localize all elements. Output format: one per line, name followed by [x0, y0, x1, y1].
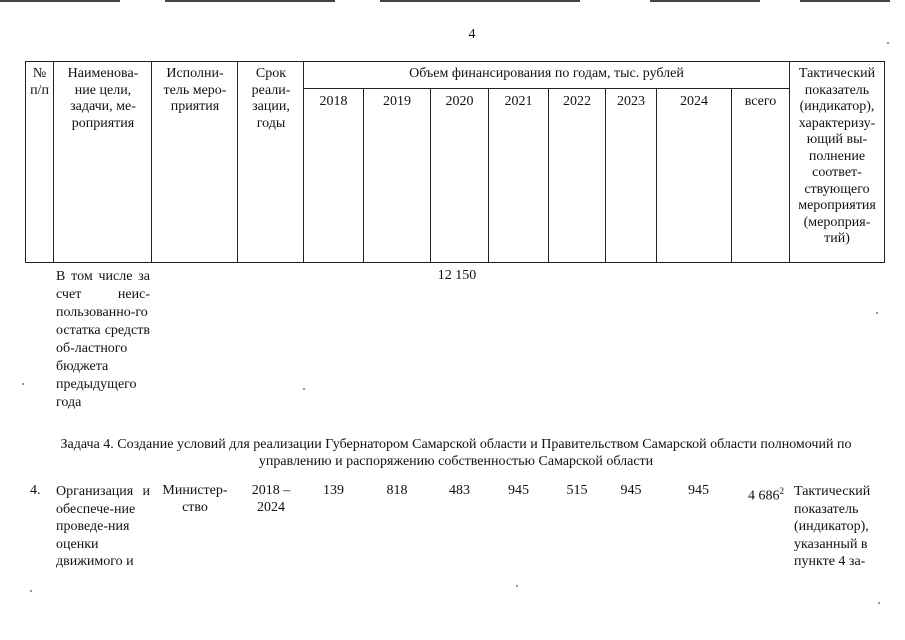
header-year-2018: 2018 — [319, 94, 348, 109]
row4-name: Организация и обеспече-ние проведе-ния оценки движимого и — [56, 484, 150, 569]
header-year-total: всего — [744, 94, 777, 109]
task-heading: Задача 4. Создание условий для реализации Губернатором Самарской области и Правительством Самарской области полномочий по управлению и распоряжению собственностью Самарской области — [60, 437, 852, 469]
header-name: Наименова-ние цели, задачи, ме-роприятия — [67, 66, 139, 131]
including-row-2020-value: 12 150 — [437, 268, 477, 283]
scan-speck — [876, 312, 878, 314]
row4-value-2018: 139 — [323, 483, 344, 498]
header-num: № п/п — [30, 66, 49, 98]
row4-indicator: Тактический показатель (индикатор), указанный в пункте 4 за- — [794, 484, 871, 569]
scan-speck — [30, 590, 32, 592]
header-year-2024: 2024 — [680, 94, 708, 109]
row4-period: 2018 – 2024 — [251, 483, 291, 515]
row4-value-2020: 483 — [449, 483, 470, 498]
scan-edge — [650, 0, 760, 2]
scan-speck — [516, 585, 518, 587]
header-period: Срок реали-зации, годы — [251, 66, 291, 131]
header-year-2019: 2019 — [383, 94, 411, 109]
row4-value-2024: 945 — [688, 483, 709, 498]
header-year-2023: 2023 — [617, 94, 645, 109]
scan-speck — [303, 388, 305, 390]
row4-executor: Министер-ство — [162, 483, 228, 515]
scan-edge — [165, 0, 335, 2]
header-funding: Объем финансирования по годам, тыс. рублей — [409, 66, 684, 81]
header-year-2021: 2021 — [504, 94, 533, 109]
page-number: 4 — [468, 27, 476, 42]
row4-value-2019: 818 — [386, 483, 408, 498]
row4-total: 4 $686^2$ — [748, 486, 784, 504]
header-year-2020: 2020 — [445, 94, 474, 109]
row4-num: 4. — [30, 483, 41, 498]
scan-speck — [878, 602, 880, 604]
row4-value-2022: 515 — [566, 483, 588, 498]
scan-edge — [380, 0, 580, 2]
scan-speck — [887, 42, 889, 44]
row4-value-2021: 945 — [508, 483, 529, 498]
including-row-label: В том числе за счет неис-пользованно-го остатка средств об-ластного бюджета предыдущего года — [56, 269, 150, 410]
scan-edge — [800, 0, 890, 2]
scan-speck — [22, 383, 24, 385]
header-executor: Исполни-тель меро-приятия — [163, 66, 227, 114]
header-year-2022: 2022 — [563, 94, 591, 109]
header-indicator: Тактический показатель (индикатор), характеризу-ющий вы-полнение соответ-ствующего мероприятия (мероприя-тий) — [798, 66, 876, 246]
scan-edge — [0, 0, 120, 2]
row4-total-footnote: 2 — [779, 486, 784, 496]
row4-value-2023: 945 — [620, 483, 642, 498]
